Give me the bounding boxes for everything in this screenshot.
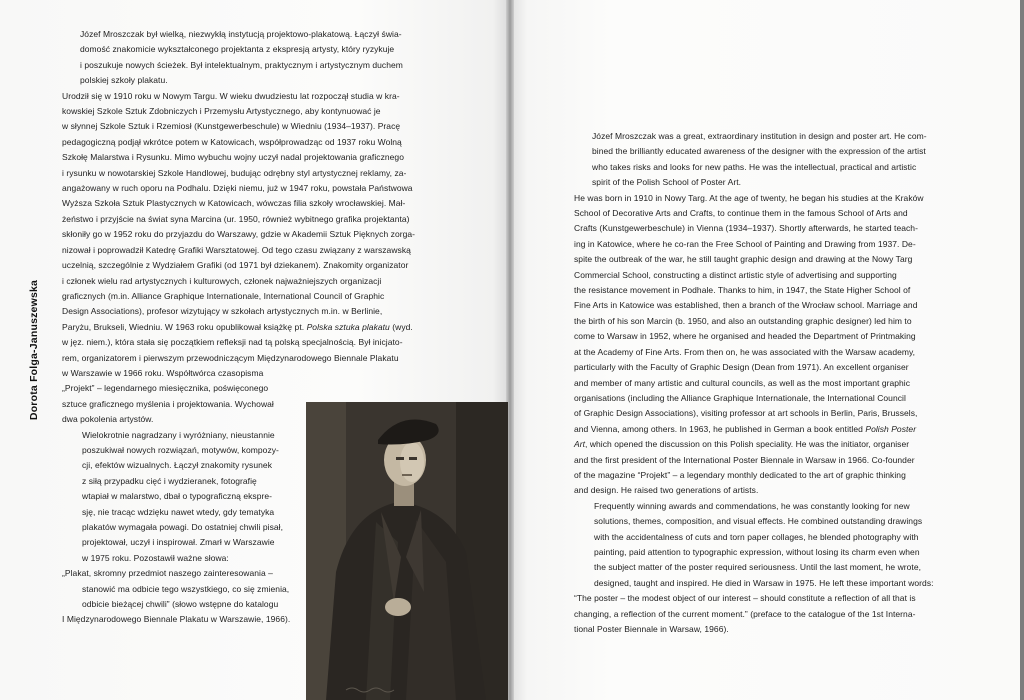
text-segment: rem, organizatorem i pierwszym przewodniczącym Międzynarodowego Biennale Plakatu [62, 352, 399, 363]
italic-title: Art [574, 439, 586, 450]
text-segment: the subject matter of the poster required seriousness. Until the last moment, he wrote, [594, 562, 922, 573]
text-line [62, 212, 442, 227]
text-segment: w jęz. niem.), która stała się początkiem refleksji nad tą polską specjalnością. Był inicjato- [62, 337, 403, 348]
text-segment: with the accidentalness of cuts and torn paper collages, he blended photography with [594, 531, 919, 542]
author-name: Dorota Folga-Januszewska [28, 279, 40, 421]
text-segment: pedagogiczną podjął wkrótce potem w Katowicach, współprowadząc od 1937 roku Wolną [62, 136, 402, 147]
text-line [62, 351, 442, 366]
text-line [574, 422, 974, 437]
text-segment: and design. He raised two generations of artists. [574, 485, 759, 496]
text-segment: w Warszawie w 1966 roku. Współtwórca czasopisma [62, 367, 264, 378]
text-segment: Józef Mroszczak był wielką, niezwykłą instytucją projektowo-plakatową. Łączył świa- [80, 29, 402, 39]
text-line [62, 104, 442, 119]
text-line [62, 381, 442, 396]
text-segment: Crafts (Kunstgewerbeschule) in Vienna (1934–1937). Shortly afterwards, he started teach- [574, 223, 918, 234]
text-segment: Szkołę Malarstwa i Rysunku. Mimo wybuchu wojny uczył nadal projektowania graficznego [62, 152, 404, 163]
text-segment: Józef Mroszczak was a great, extraordinary institution in design and poster art. He com- [592, 131, 927, 141]
text-segment: „Plakat, skromny przedmiot naszego zainteresowania – [62, 568, 273, 579]
text-line [574, 129, 974, 144]
text-line [62, 42, 442, 57]
text-segment: at the Academy of Fine Arts. From then on, he was associated with the Warsaw academy, [574, 346, 916, 357]
text-segment: „Projekt” – legendarnego miesięcznika, poświęconego [62, 383, 269, 394]
text-line [62, 135, 442, 150]
text-segment: designed, taught and inspired. He died in Warsaw in 1975. He left these important words: [594, 577, 934, 588]
text-segment: Wyższa Szkoła Sztuk Plastycznych w Katowicach, wówczas filia szkoły wrocławskiej. Mał- [62, 198, 406, 209]
text-segment: Commercial School, constructing a distinct artistic style of advertising and supporting [574, 269, 897, 280]
text-segment: w 1975 roku. Pozostawił ważne słowa: [82, 552, 229, 563]
english-text-column [574, 129, 974, 637]
author-vertical-label [26, 265, 42, 435]
text-segment: uczelnią, szczególnie z Wydziałem Grafiki (od 1971 był dziekanem). Znakomity organizator [62, 260, 409, 271]
text-line [574, 252, 974, 267]
text-segment: i rysunku w nowotarskiej Szkole Handlowej, budując odrębny styl artystycznej reklamy, za- [62, 167, 407, 178]
text-segment: who takes risks and looks for new paths. He was the intellectual, practical and artistic [592, 161, 917, 172]
text-line [574, 453, 974, 468]
text-line [574, 514, 974, 529]
text-segment: solutions, themes, composition, and visual effects. He combined outstanding drawings [594, 516, 923, 527]
text-line [62, 243, 442, 258]
text-line [574, 283, 974, 298]
text-line [574, 437, 974, 452]
text-segment: spirit of the Polish School of Poster Art. [592, 177, 742, 188]
text-segment: and the first president of the International Poster Biennale in Warsaw in 1966. Co-founder [574, 454, 915, 465]
text-segment: Urodził się w 1910 roku w Nowym Targu. W wieku dwudziestu lat rozpoczął studia w kra- [62, 90, 400, 101]
text-segment: of Graphic Design Associations), visiting professor at art schools in Berlin, Paris, Brussels, [574, 408, 918, 419]
text-segment: cji, efektów wizualnych. Łączył znakomity rysunek [82, 460, 272, 471]
text-line [62, 89, 442, 104]
text-line [574, 160, 974, 175]
text-line [574, 391, 974, 406]
text-line [62, 274, 442, 289]
text-line [574, 206, 974, 221]
text-line [62, 289, 442, 304]
text-line [62, 181, 442, 196]
text-line [62, 119, 442, 134]
text-line [62, 320, 442, 335]
text-line [574, 314, 974, 329]
text-segment: Frequently winning awards and commendations, he was constantly looking for new [594, 500, 910, 511]
text-segment: i poszukuje nowych ścieżek. Był intelektualnym, praktycznym i artystycznym duchem [80, 59, 403, 70]
text-line [574, 576, 974, 591]
text-segment: ing in Katowice, where he co-ran the Free School of Painting and Drawing from 1937. De- [574, 238, 916, 249]
text-line [574, 345, 974, 360]
text-line [574, 468, 974, 483]
italic-title: Polish Poster [865, 423, 917, 434]
text-line [62, 304, 442, 319]
text-segment: skłoniły go w 1952 roku do przyjazdu do Warszawy, gdzie w Akademii Sztuk Pięknych zorga- [62, 229, 416, 240]
text-segment: żeństwo i przyjście na świat syna Marcina (ur. 1950, również wybitnego grafika projektanta) [62, 213, 410, 224]
text-segment: Fine Arts in Katowice was established, then a branch of the Wrocław school. Marriage and [574, 300, 918, 311]
text-line [574, 406, 974, 421]
text-line [574, 360, 974, 375]
text-segment: graficznych (m.in. Alliance Graphique Internationale, International Council of Graphic [62, 290, 385, 301]
text-segment: the birth of his son Marcin (b. 1950, and also an outstanding graphic designer) led him to [574, 315, 912, 326]
text-segment: School of Decorative Arts and Crafts, to continue them in the famous School of Arts and [574, 208, 908, 219]
text-segment: projektował, uczył i inspirował. Zmarł w Warszawie [82, 537, 275, 548]
text-segment: Wielokrotnie nagradzany i wyróżniany, nieustannie [82, 429, 275, 440]
text-segment: bined the brilliantly educated awareness of the designer with the expression of the artist [592, 146, 926, 157]
text-line [574, 144, 974, 159]
text-segment: poszukiwał nowych rozwiązań, motywów, kompozy- [82, 444, 279, 455]
text-line [62, 227, 442, 242]
text-segment: w słynnej Szkole Sztuk i Rzemiosł (Kunstgewerbeschule) w Wiedniu (1934–1937). Pracę [62, 121, 401, 132]
text-line [574, 221, 974, 236]
text-line [574, 499, 974, 514]
text-segment: dwa pokolenia artystów. [62, 414, 154, 425]
text-segment: changing, a reflection of the current moment.” (preface to the catalogue of the 1st Interna- [574, 608, 916, 619]
text-segment: z siłą przypadku cięć i wydzieranek, fotografię [82, 475, 257, 486]
text-line [574, 530, 974, 545]
text-segment: nizował i poprowadził Katedrę Grafiki Warsztatowej. Od tego czasu związany z warszawską [62, 244, 411, 255]
text-segment: the resistance movement in Podhale. Thanks to him, in 1947, the State Higher School of [574, 285, 911, 296]
text-segment: come to Warsaw in 1952, where he organised and headed the Department of Printmaking [574, 331, 916, 342]
text-segment: painting, paid attention to typographic expression, without losing its charm even when [594, 546, 920, 557]
portrait-photo [306, 402, 508, 700]
text-segment: and Vienna, among others. In 1963, he published in German a book entitled [574, 423, 863, 434]
text-line [62, 258, 442, 273]
italic-title: Polska sztuka plakatu [306, 321, 390, 332]
text-segment: kowskiej Szkole Sztuk Zdobniczych i Przemysłu Artystycznego, aby kontynuować je [62, 106, 381, 117]
text-segment: sztuce graficznego myślenia i projektowania. Wychował [62, 398, 274, 409]
text-segment-after: , which opened the discussion on this Polish speciality. He was the initiator, organiser [585, 439, 910, 450]
text-line [62, 150, 442, 165]
text-line [62, 73, 442, 88]
text-line [574, 298, 974, 313]
text-segment: Paryżu, Brukseli, Wiedniu. W 1963 roku opublikował książkę pt. [62, 321, 305, 332]
text-segment: He was born in 1910 in Nowy Targ. At the age of twenty, he began his studies at the Kraków [574, 192, 924, 203]
text-segment: domość znakomicie wykształconego projektanta z ekspresją artysty, który ryzykuje [80, 44, 395, 55]
text-segment: plakatów wymagała powagi. Do ostatniej chwili pisał, [82, 522, 284, 532]
text-line [574, 591, 974, 606]
text-segment: I Międzynarodowego Biennale Plakatu w Warszawie, 1966). [62, 614, 291, 625]
text-segment: polskiej szkoły plakatu. [80, 75, 168, 86]
text-line [62, 27, 442, 42]
text-line [574, 329, 974, 344]
text-line [574, 268, 974, 283]
text-segment: particularly with the Faculty of Graphic Design (Dean from 1971). An excellent organiser [574, 362, 909, 373]
text-segment: stanowić ma odbicie tego wszystkiego, co się zmienia, [82, 583, 290, 594]
text-line [574, 191, 974, 206]
text-segment: angażowany w ruch oporu na Podhalu. Dzięki niemu, już w 1947 roku, powstała Państwowa [62, 183, 413, 194]
text-segment: “The poster – the modest object of our interest – should constitute a reflection of all that is [574, 593, 916, 604]
text-segment: organisations (including the Alliance Graphique Internationale, the International Council [574, 392, 906, 403]
text-segment: sję, nie tracąc wdzięku nawet wtedy, gdy tematyka [82, 506, 275, 517]
text-line [62, 58, 442, 73]
text-line [574, 376, 974, 391]
text-segment: i członek wielu rad artystycznych i kulturowych, członek najważniejszych organizacji [62, 275, 382, 286]
text-line [574, 607, 974, 622]
text-line [574, 175, 974, 190]
text-line [574, 483, 974, 498]
text-line [62, 166, 442, 181]
text-segment-after: (wyd. [389, 321, 413, 332]
text-segment: wtapiał w malarstwo, dbał o typograficzną ekspre- [82, 491, 273, 502]
text-line [574, 237, 974, 252]
text-line [574, 622, 974, 637]
text-line [62, 366, 442, 381]
text-segment: odbicie bieżącej chwili” (słowo wstępne do katalogu [82, 599, 279, 610]
text-line [574, 545, 974, 560]
text-segment: tional Poster Biennale in Warsaw, 1966). [574, 624, 729, 634]
text-segment: Design Associations), profesor wizytujący w szkołach artystycznych m.in. w Berlinie, [62, 306, 383, 317]
text-segment: of the magazine “Projekt” – a legendary monthly dedicated to the art of graphic thinking [574, 469, 906, 480]
text-segment: and member of many artistic and cultural councils, as well as the most important graphic [574, 377, 911, 388]
text-line [62, 196, 442, 211]
text-line [574, 560, 974, 575]
text-line [62, 335, 442, 350]
text-segment: spite the outbreak of the war, he still taught graphic design and drawing at the Nowy Targ [574, 254, 913, 265]
